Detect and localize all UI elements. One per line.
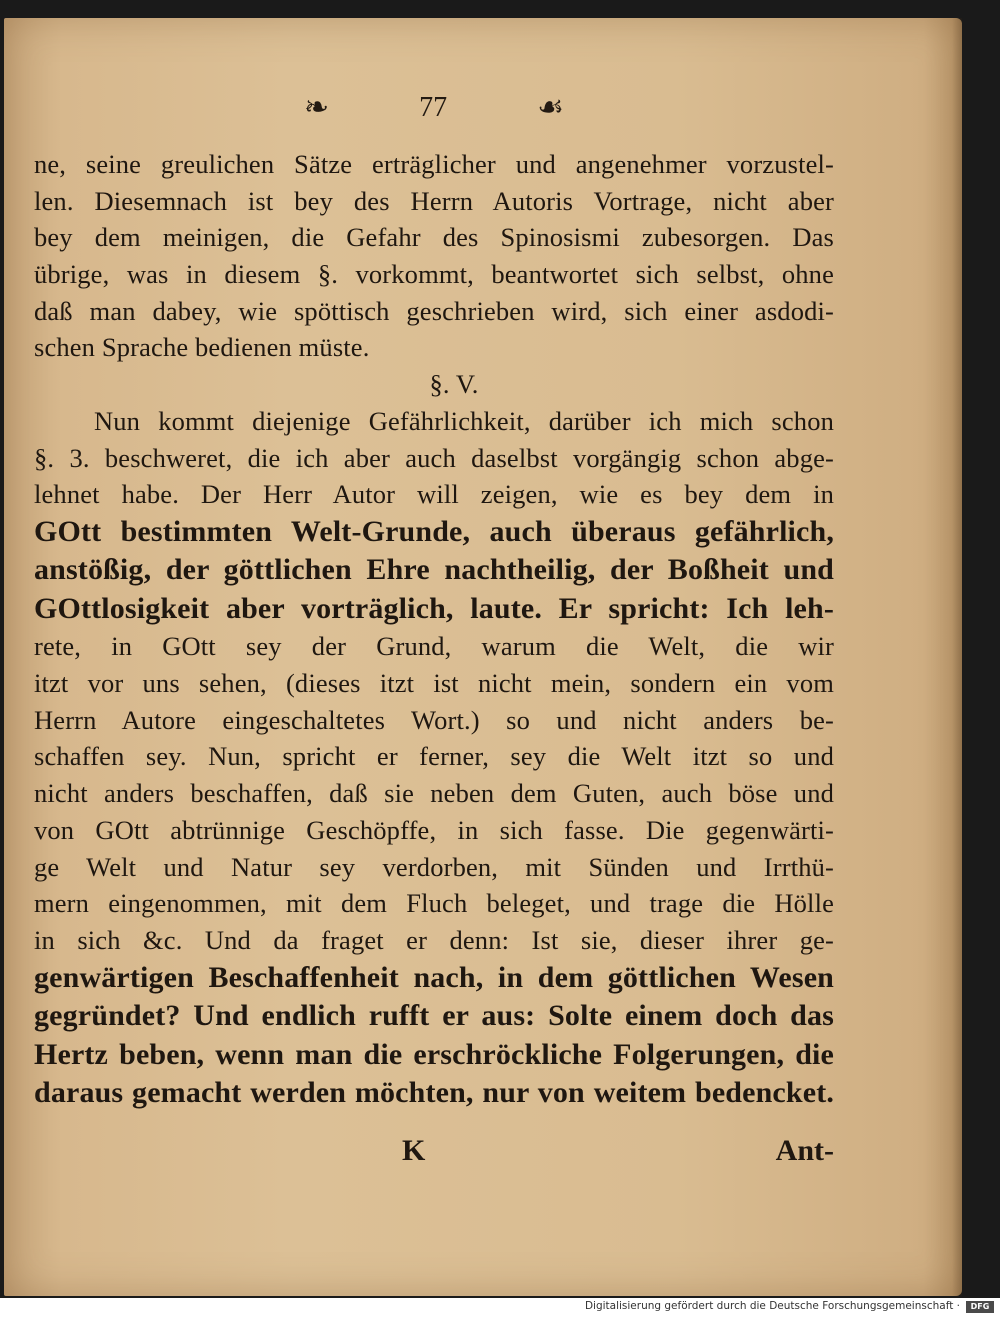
catchword: Ant- <box>775 1134 834 1167</box>
text-line-emphasis: gegründet? Und endlich rufft er aus: Solte einem doch das <box>34 999 834 1033</box>
text-line: bey dem meinigen, die Gefahr des Spinosismi zubesorgen. Das <box>34 222 834 253</box>
text-line: in sich &c. Und da fraget er denn: Ist sie, dieser ihrer ge- <box>34 924 834 955</box>
digitization-footer <box>0 1298 1000 1317</box>
right-ornament-icon: ☙ <box>537 90 564 125</box>
text-line: len. Diesemnach ist bey des Herrn Autoris Vortrage, nicht aber <box>34 185 834 216</box>
book-page <box>4 18 962 1296</box>
text-line: ne, seine greulichen Sätze erträglicher und angenehmer vorzustel- <box>34 149 834 179</box>
text-line-emphasis: GOttlosigkeit aber vorträglich, laute. Er spricht: Ich leh- <box>34 591 834 625</box>
text-line: nicht anders beschaffen, daß sie neben dem Guten, auch böse und <box>34 778 834 809</box>
page-number: 77 <box>419 92 448 123</box>
text-line: übrige, was in diesem §. vorkommt, beantwortet sich selbst, ohne <box>34 259 834 290</box>
section-heading: §. V. <box>429 369 479 400</box>
text-line: lehnet habe. Der Herr Autor will zeigen, wie es bey dem in <box>34 479 834 510</box>
body-text <box>34 146 834 1113</box>
text-line: schaffen sey. Nun, spricht er ferner, sey die Welt itzt so und <box>34 741 834 772</box>
text-line: §. 3. beschweret, die ich aber auch daselbst vorgängig schon abge- <box>34 442 834 473</box>
text-line: rete, in GOtt sey der Grund, warum die Welt, die wir <box>34 631 834 662</box>
text-line: daß man dabey, wie spöttisch geschrieben wird, sich einer asdodi- <box>34 295 834 326</box>
text-line-emphasis: anstößig, der göttlichen Ehre nachtheilig, der Boßheit und <box>34 553 834 587</box>
text-line: schen Sprache bedienen müste. <box>34 332 370 363</box>
page-header <box>304 86 564 130</box>
text-line: mern eingenommen, mit dem Fluch beleget, und trage die Hölle <box>34 888 834 919</box>
text-line-emphasis: genwärtigen Beschaffenheit nach, in dem göttlichen Wesen <box>34 960 834 994</box>
digitization-note: Digitalisierung gefördert durch die Deutsche Forschungsgemeinschaft · <box>584 1300 960 1312</box>
signature-mark: K <box>402 1134 426 1167</box>
text-line: ge Welt und Natur sey verdorben, mit Sünden und Irrthü- <box>34 851 834 882</box>
left-ornament-icon: ❧ <box>304 90 330 125</box>
text-line: itzt vor uns sehen, (dieses itzt ist nicht mein, sondern ein vom <box>34 668 834 699</box>
text-line-emphasis: daraus gemacht werden möchten, nur von weitem bedencket. <box>34 1076 834 1110</box>
page-footer-catchwords <box>34 1134 834 1178</box>
text-line-emphasis: GOtt bestimmten Welt-Grunde, auch überaus gefährlich, <box>34 514 834 548</box>
text-line: Herrn Autore eingeschaltetes Wort.) so und nicht anders be- <box>34 704 834 735</box>
dfg-logo: DFG <box>966 1301 994 1313</box>
text-line: von GOtt abtrünnige Geschöpffe, in sich fasse. Die gegenwärti- <box>34 814 834 845</box>
text-line-emphasis: Hertz beben, wenn man die erschröckliche Folgerungen, die <box>34 1037 834 1071</box>
text-line: Nun kommt diejenige Gefährlichkeit, darüber ich mich schon <box>94 405 834 436</box>
